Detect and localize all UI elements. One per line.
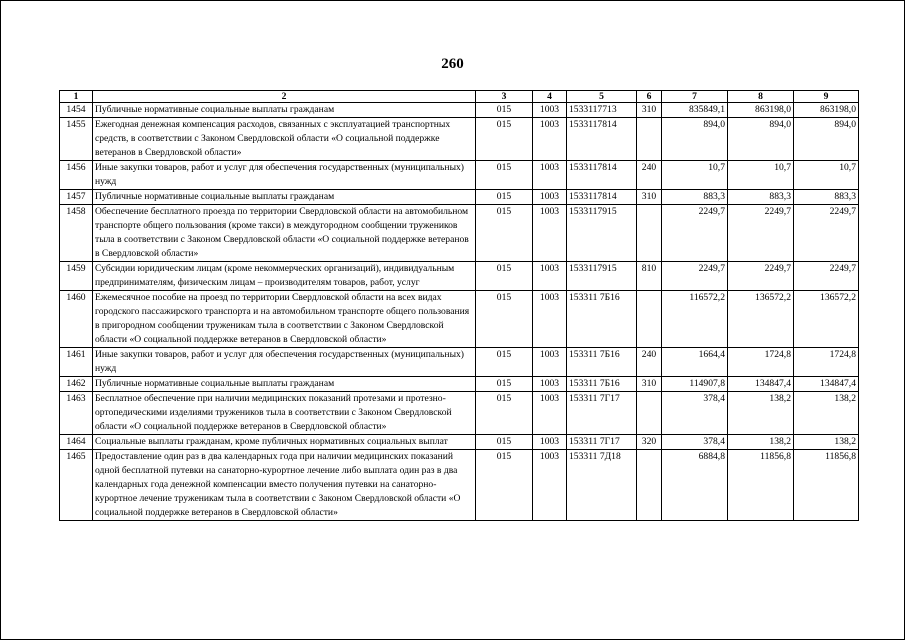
ministry-code-cell: 015 xyxy=(476,262,533,291)
row-number-cell: 1460 xyxy=(60,291,93,348)
expense-type-cell: 240 xyxy=(637,348,662,377)
target-article-cell: 1533117915 xyxy=(567,262,637,291)
amount-year1-cell: 883,3 xyxy=(662,190,728,205)
target-article-cell: 153311 7Г17 xyxy=(567,392,637,435)
target-article-cell: 1533117814 xyxy=(567,118,637,161)
expense-type-cell: 310 xyxy=(637,103,662,118)
header-cell: 2 xyxy=(93,91,476,103)
section-code-cell: 1003 xyxy=(533,103,567,118)
target-article-cell: 1533117713 xyxy=(567,103,637,118)
amount-year2-cell: 894,0 xyxy=(728,118,794,161)
amount-year3-cell: 2249,7 xyxy=(794,205,859,262)
row-name-cell: Иные закупки товаров, работ и услуг для обеспечения государственных (муниципальных) нужд xyxy=(93,161,476,190)
amount-year1-cell: 6884,8 xyxy=(662,450,728,521)
row-number-cell: 1456 xyxy=(60,161,93,190)
row-name-cell: Иные закупки товаров, работ и услуг для обеспечения государственных (муниципальных) нужд xyxy=(93,348,476,377)
ministry-code-cell: 015 xyxy=(476,190,533,205)
header-cell: 9 xyxy=(794,91,859,103)
table-body xyxy=(60,103,859,521)
amount-year1-cell: 2249,7 xyxy=(662,262,728,291)
target-article-cell: 153311 7Б16 xyxy=(567,291,637,348)
expense-type-cell: 810 xyxy=(637,262,662,291)
ministry-code-cell: 015 xyxy=(476,435,533,450)
amount-year1-cell: 116572,2 xyxy=(662,291,728,348)
amount-year1-cell: 114907,8 xyxy=(662,377,728,392)
amount-year1-cell: 378,4 xyxy=(662,435,728,450)
target-article-cell: 1533117915 xyxy=(567,205,637,262)
row-number-cell: 1465 xyxy=(60,450,93,521)
ministry-code-cell: 015 xyxy=(476,348,533,377)
amount-year3-cell: 138,2 xyxy=(794,392,859,435)
section-code-cell: 1003 xyxy=(533,161,567,190)
amount-year1-cell: 378,4 xyxy=(662,392,728,435)
table-row xyxy=(60,205,859,262)
amount-year3-cell: 1724,8 xyxy=(794,348,859,377)
expense-type-cell xyxy=(637,450,662,521)
table-row xyxy=(60,161,859,190)
section-code-cell: 1003 xyxy=(533,205,567,262)
row-number-cell: 1463 xyxy=(60,392,93,435)
target-article-cell: 1533117814 xyxy=(567,161,637,190)
section-code-cell: 1003 xyxy=(533,450,567,521)
row-name-cell: Ежегодная денежная компенсация расходов, связанных с эксплуатацией транспортных средств, в соответствии с Законом Свердловской области «О социальной поддержке ветеранов в Свердловской области» xyxy=(93,118,476,161)
target-article-cell: 1533117814 xyxy=(567,190,637,205)
target-article-cell: 153311 7Б16 xyxy=(567,377,637,392)
row-name-cell: Публичные нормативные социальные выплаты гражданам xyxy=(93,377,476,392)
amount-year3-cell: 138,2 xyxy=(794,435,859,450)
row-number-cell: 1454 xyxy=(60,103,93,118)
expense-type-cell: 320 xyxy=(637,435,662,450)
amount-year2-cell: 2249,7 xyxy=(728,262,794,291)
section-code-cell: 1003 xyxy=(533,262,567,291)
ministry-code-cell: 015 xyxy=(476,450,533,521)
row-name-cell: Субсидии юридическим лицам (кроме некоммерческих организаций), индивидуальным предпринимателям, физическим лицам – производителям товаров, работ, услуг xyxy=(93,262,476,291)
amount-year3-cell: 134847,4 xyxy=(794,377,859,392)
amount-year2-cell: 138,2 xyxy=(728,392,794,435)
amount-year1-cell: 1664,4 xyxy=(662,348,728,377)
amount-year1-cell: 2249,7 xyxy=(662,205,728,262)
row-number-cell: 1455 xyxy=(60,118,93,161)
expense-type-cell: 310 xyxy=(637,377,662,392)
section-code-cell: 1003 xyxy=(533,348,567,377)
table-row xyxy=(60,190,859,205)
table-row xyxy=(60,435,859,450)
ministry-code-cell: 015 xyxy=(476,118,533,161)
expense-type-cell xyxy=(637,118,662,161)
amount-year2-cell: 2249,7 xyxy=(728,205,794,262)
amount-year2-cell: 11856,8 xyxy=(728,450,794,521)
row-name-cell: Ежемесячное пособие на проезд по территории Свердловской области на всех видах городского пассажирского транспорта и на автомобильном транспорте общего пользования в пригородном сообщении труженикам тыла в соответствии с Законом Свердловской области «О социальной поддержке ветеранов в Свердловской области» xyxy=(93,291,476,348)
row-name-cell: Бесплатное обеспечение при наличии медицинских показаний протезами и протезно-ортопедическими изделиями тружеников тыла в соответствии с Законом Свердловской области «О социальной поддержке ветеранов в Свердловской области» xyxy=(93,392,476,435)
header-cell: 8 xyxy=(728,91,794,103)
ministry-code-cell: 015 xyxy=(476,291,533,348)
table-row xyxy=(60,450,859,521)
row-name-cell: Публичные нормативные социальные выплаты гражданам xyxy=(93,190,476,205)
header-cell: 4 xyxy=(533,91,567,103)
amount-year3-cell: 863198,0 xyxy=(794,103,859,118)
header-row xyxy=(60,91,859,103)
amount-year1-cell: 835849,1 xyxy=(662,103,728,118)
section-code-cell: 1003 xyxy=(533,190,567,205)
row-name-cell: Социальные выплаты гражданам, кроме публичных нормативных социальных выплат xyxy=(93,435,476,450)
expense-type-cell: 310 xyxy=(637,190,662,205)
header-cell: 7 xyxy=(662,91,728,103)
ministry-code-cell: 015 xyxy=(476,205,533,262)
amount-year3-cell: 10,7 xyxy=(794,161,859,190)
expense-type-cell xyxy=(637,392,662,435)
section-code-cell: 1003 xyxy=(533,118,567,161)
header-cell: 3 xyxy=(476,91,533,103)
amount-year2-cell: 136572,2 xyxy=(728,291,794,348)
budget-table xyxy=(59,90,859,521)
amount-year3-cell: 136572,2 xyxy=(794,291,859,348)
ministry-code-cell: 015 xyxy=(476,392,533,435)
ministry-code-cell: 015 xyxy=(476,377,533,392)
section-code-cell: 1003 xyxy=(533,377,567,392)
ministry-code-cell: 015 xyxy=(476,161,533,190)
amount-year2-cell: 10,7 xyxy=(728,161,794,190)
header-cell: 6 xyxy=(637,91,662,103)
amount-year2-cell: 138,2 xyxy=(728,435,794,450)
amount-year2-cell: 134847,4 xyxy=(728,377,794,392)
amount-year1-cell: 894,0 xyxy=(662,118,728,161)
section-code-cell: 1003 xyxy=(533,392,567,435)
amount-year3-cell: 883,3 xyxy=(794,190,859,205)
table-row xyxy=(60,392,859,435)
header-cell: 5 xyxy=(567,91,637,103)
row-number-cell: 1461 xyxy=(60,348,93,377)
row-number-cell: 1457 xyxy=(60,190,93,205)
amount-year3-cell: 2249,7 xyxy=(794,262,859,291)
amount-year3-cell: 894,0 xyxy=(794,118,859,161)
row-number-cell: 1459 xyxy=(60,262,93,291)
target-article-cell: 153311 7Г17 xyxy=(567,435,637,450)
amount-year2-cell: 1724,8 xyxy=(728,348,794,377)
table-row xyxy=(60,377,859,392)
table-row xyxy=(60,118,859,161)
table-row xyxy=(60,348,859,377)
ministry-code-cell: 015 xyxy=(476,103,533,118)
target-article-cell: 153311 7Б16 xyxy=(567,348,637,377)
row-number-cell: 1464 xyxy=(60,435,93,450)
table-row xyxy=(60,103,859,118)
amount-year1-cell: 10,7 xyxy=(662,161,728,190)
amount-year2-cell: 863198,0 xyxy=(728,103,794,118)
section-code-cell: 1003 xyxy=(533,291,567,348)
header-cell: 1 xyxy=(60,91,93,103)
row-number-cell: 1458 xyxy=(60,205,93,262)
row-name-cell: Обеспечение бесплатного проезда по территории Свердловской области на автомобильном транспорте общего пользования (кроме такси) в междугородном сообщении тружеников тыла в соответствии с Законом Свердловской области «О социальной поддержке ветеранов в Свердловской области» xyxy=(93,205,476,262)
table-row xyxy=(60,291,859,348)
row-name-cell: Публичные нормативные социальные выплаты гражданам xyxy=(93,103,476,118)
page-number: 260 xyxy=(441,56,464,72)
expense-type-cell: 240 xyxy=(637,161,662,190)
row-name-cell: Предоставление один раз в два календарных года при наличии медицинских показаний одной бесплатной путевки на санаторно-курортное лечение либо выплата один раз в два календарных года денежной компенсации вместо получения путевки на санаторно-курортное лечение труженикам тыла в соответствии с Законом Свердловской области «О социальной поддержке ветеранов в Свердловской области» xyxy=(93,450,476,521)
amount-year2-cell: 883,3 xyxy=(728,190,794,205)
section-code-cell: 1003 xyxy=(533,435,567,450)
target-article-cell: 153311 7Д18 xyxy=(567,450,637,521)
expense-type-cell xyxy=(637,205,662,262)
table-row xyxy=(60,262,859,291)
row-number-cell: 1462 xyxy=(60,377,93,392)
amount-year3-cell: 11856,8 xyxy=(794,450,859,521)
expense-type-cell xyxy=(637,291,662,348)
